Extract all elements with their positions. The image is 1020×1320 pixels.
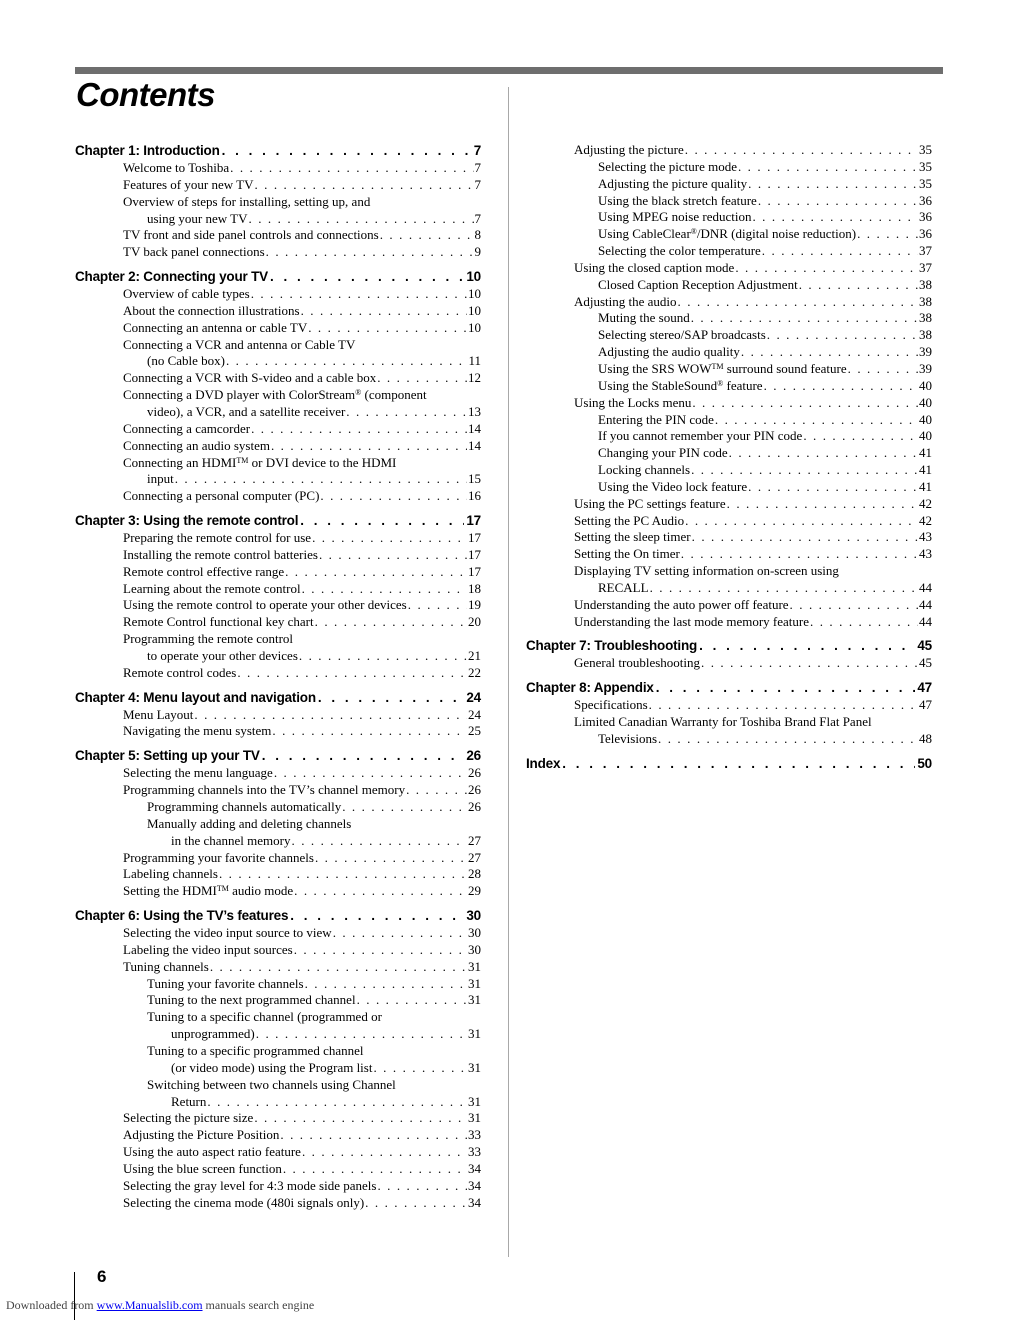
toc-chapter-5[interactable]: Chapter 5: Setting up your TV . . . 26	[75, 747, 481, 765]
toc-entry[interactable]: Remote control codes . . . 22	[75, 665, 481, 682]
header-rule	[75, 67, 943, 74]
toc-entry[interactable]: Features of your new TV . . . 7	[75, 177, 481, 194]
toc-entry[interactable]: Tuning your favorite channels . . . 31	[75, 976, 481, 993]
toc-entry[interactable]: Specifications . . . 47	[526, 697, 932, 714]
toc-entry[interactable]: Understanding the auto power off feature . . . 44	[526, 597, 932, 614]
toc-entry[interactable]: Connecting an audio system . . . 14	[75, 438, 481, 455]
toc-chapter-7[interactable]: Chapter 7: Troubleshooting . . . 45	[526, 637, 932, 655]
toc-entry[interactable]: Connecting an HDMI™ or DVI device to the HDMI	[123, 454, 397, 470]
toc-entry[interactable]: Using the remote control to operate your other devices . . . 19	[75, 597, 481, 614]
toc-entry[interactable]: Selecting the gray level for 4:3 mode side panels . . . 34	[75, 1178, 481, 1195]
toc-entry[interactable]: Adjusting the picture . . . 35	[526, 142, 932, 159]
toc-entry[interactable]: Understanding the last mode memory feature . . . 44	[526, 614, 932, 631]
toc-entry[interactable]: Tuning to a specific programmed channel	[147, 1042, 364, 1058]
toc-entry[interactable]: video), a VCR, and a satellite receiver . . . 13	[75, 404, 481, 421]
toc-entry[interactable]: (or video mode) using the Program list . . . 31	[75, 1060, 481, 1077]
toc-entry[interactable]: using your new TV . . . 7	[75, 211, 481, 228]
toc-entry[interactable]: Switching between two channels using Channel	[147, 1076, 396, 1092]
toc-entry[interactable]: Menu Layout . . . 24	[75, 707, 481, 724]
toc-entry[interactable]: Using CableClear®/DNR (digital noise reduction) . . . 36	[526, 226, 932, 243]
toc-entry[interactable]: Programming channels into the TV’s channel memory . . . 26	[75, 782, 481, 799]
toc-entry[interactable]: Tuning channels . . . 31	[75, 959, 481, 976]
toc-entry[interactable]: Using MPEG noise reduction . . . 36	[526, 209, 932, 226]
toc-entry[interactable]: Entering the PIN code . . . 40	[526, 412, 932, 429]
toc-chapter-1[interactable]: Chapter 1: Introduction . . . 7	[75, 142, 481, 160]
toc-entry[interactable]: Learning about the remote control . . . 18	[75, 581, 481, 598]
toc-entry[interactable]: Using the auto aspect ratio feature . . . 33	[75, 1144, 481, 1161]
toc-entry[interactable]: Installing the remote control batteries . . . 17	[75, 547, 481, 564]
toc-entry[interactable]: unprogrammed) . . . 31	[75, 1026, 481, 1043]
toc-entry[interactable]: Remote Control functional key chart . . . 20	[75, 614, 481, 631]
toc-right-column	[526, 142, 932, 773]
toc-entry[interactable]: Labeling channels . . . 28	[75, 866, 481, 883]
toc-entry[interactable]: Tuning to a specific channel (programmed or	[147, 1009, 382, 1025]
toc-entry[interactable]: Return . . . 31	[75, 1094, 481, 1111]
toc-entry[interactable]: Tuning to the next programmed channel . . . 31	[75, 992, 481, 1009]
toc-entry[interactable]: Manually adding and deleting channels	[147, 815, 352, 831]
toc-entry[interactable]: Programming the remote control	[123, 631, 294, 647]
toc-entry[interactable]: Using the closed caption mode . . . 37	[526, 260, 932, 277]
toc-entry[interactable]: Changing your PIN code . . . 41	[526, 445, 932, 462]
toc-entry[interactable]: If you cannot remember your PIN code . . . 40	[526, 428, 932, 445]
toc-entry[interactable]: Setting the HDMI™ audio mode . . . 29	[75, 883, 481, 900]
toc-chapter-6[interactable]: Chapter 6: Using the TV’s features . . . 30	[75, 907, 481, 925]
toc-entry[interactable]: Setting the sleep timer . . . 43	[526, 529, 932, 546]
toc-entry[interactable]: RECALL . . . 44	[526, 580, 932, 597]
toc-chapter-8[interactable]: Chapter 8: Appendix . . . 47	[526, 679, 932, 697]
footer-prefix: Downloaded from	[6, 1298, 97, 1312]
toc-entry[interactable]: Locking channels . . . 41	[526, 462, 932, 479]
toc-entry[interactable]: Adjusting the picture quality . . . 35	[526, 176, 932, 193]
page-number: 6	[97, 1267, 107, 1286]
toc-entry[interactable]: Connecting a VCR and antenna or Cable TV	[123, 336, 356, 352]
toc-entry[interactable]: Adjusting the Picture Position . . . 33	[75, 1127, 481, 1144]
toc-chapter-3[interactable]: Chapter 3: Using the remote control . . . 17	[75, 512, 481, 530]
toc-entry[interactable]: Connecting an antenna or cable TV . . . 10	[75, 320, 481, 337]
toc-entry[interactable]: TV front and side panel controls and connections . . . 8	[75, 227, 481, 244]
toc-entry[interactable]: Setting the On timer . . . 43	[526, 546, 932, 563]
toc-entry[interactable]: Using the SRS WOW™ surround sound feature . . . 39	[526, 361, 932, 378]
download-footer	[6, 1298, 314, 1313]
toc-entry[interactable]: Programming your favorite channels . . . 27	[75, 850, 481, 867]
toc-entry[interactable]: Remote control effective range . . . 17	[75, 564, 481, 581]
toc-entry[interactable]: Navigating the menu system . . . 25	[75, 723, 481, 740]
toc-index[interactable]: Index . . . 50	[526, 755, 932, 773]
manualslib-link[interactable]: www.Manualslib.com	[96, 1298, 203, 1312]
toc-entry[interactable]: TV back panel connections . . . 9	[75, 244, 481, 261]
toc-entry[interactable]: Using the blue screen function . . . 34	[75, 1161, 481, 1178]
toc-entry[interactable]: Using the Video lock feature . . . 41	[526, 479, 932, 496]
toc-entry[interactable]: Programming channels automatically . . . 26	[75, 799, 481, 816]
toc-entry[interactable]: Connecting a personal computer (PC) . . . 16	[75, 488, 481, 505]
toc-entry[interactable]: Labeling the video input sources . . . 30	[75, 942, 481, 959]
toc-entry[interactable]: in the channel memory . . . 27	[75, 833, 481, 850]
toc-entry[interactable]: Limited Canadian Warranty for Toshiba Brand Flat Panel	[574, 714, 872, 730]
toc-entry[interactable]: About the connection illustrations . . . 10	[75, 303, 481, 320]
toc-entry[interactable]: Connecting a DVD player with ColorStream® (component	[123, 387, 427, 403]
toc-entry[interactable]: Closed Caption Reception Adjustment . . . 38	[526, 277, 932, 294]
toc-entry[interactable]: Using the PC settings feature . . . 42	[526, 496, 932, 513]
column-divider	[508, 87, 509, 1257]
toc-entry[interactable]: to operate your other devices . . . 21	[75, 648, 481, 665]
toc-entry[interactable]: Adjusting the audio quality . . . 39	[526, 344, 932, 361]
toc-entry[interactable]: Connecting a camcorder . . . 14	[75, 421, 481, 438]
toc-entry[interactable]: Adjusting the audio . . . 38	[526, 294, 932, 311]
footer-suffix: manuals search engine	[202, 1298, 315, 1312]
toc-entry[interactable]: Welcome to Toshiba . . . 7	[75, 160, 481, 177]
toc-entry[interactable]: Connecting a VCR with S-video and a cable box . . . 12	[75, 370, 481, 387]
toc-entry[interactable]: Selecting the picture size . . . 31	[75, 1110, 481, 1127]
toc-entry[interactable]: Selecting the color temperature . . . 37	[526, 243, 932, 260]
toc-entry[interactable]: General troubleshooting . . . 45	[526, 655, 932, 672]
toc-entry[interactable]: input . . . 15	[75, 471, 481, 488]
toc-entry[interactable]: Setting the PC Audio . . . 42	[526, 513, 932, 530]
toc-entry[interactable]: Using the Locks menu . . . 40	[526, 395, 932, 412]
toc-entry[interactable]: Selecting the video input source to view . . . 30	[75, 925, 481, 942]
page-title: Contents	[76, 76, 215, 113]
toc-entry[interactable]: (no Cable box) . . . 11	[75, 353, 481, 370]
toc-left-column	[75, 142, 481, 1211]
toc-chapter-2[interactable]: Chapter 2: Connecting your TV . . . 10	[75, 268, 481, 286]
toc-entry[interactable]: Overview of cable types . . . 10	[75, 286, 481, 303]
toc-chapter-4[interactable]: Chapter 4: Menu layout and navigation . . . 24	[75, 689, 481, 707]
toc-entry[interactable]: Selecting the picture mode . . . 35	[526, 159, 932, 176]
toc-entry[interactable]: Muting the sound . . . 38	[526, 310, 932, 327]
toc-entry[interactable]: Televisions . . . 48	[526, 731, 932, 748]
toc-entry[interactable]: Using the StableSound® feature . . . 40	[526, 378, 932, 395]
toc-entry[interactable]: Displaying TV setting information on-screen using	[574, 563, 839, 579]
toc-entry[interactable]: Using the black stretch feature . . . 36	[526, 193, 932, 210]
toc-entry[interactable]: Overview of steps for installing, setting up, and	[123, 193, 371, 209]
toc-entry[interactable]: Selecting the cinema mode (480i signals only) . . . 34	[75, 1195, 481, 1212]
toc-entry[interactable]: Preparing the remote control for use . . . 17	[75, 530, 481, 547]
toc-entry[interactable]: Selecting the menu language . . . 26	[75, 765, 481, 782]
toc-entry[interactable]: Selecting stereo/SAP broadcasts . . . 38	[526, 327, 932, 344]
